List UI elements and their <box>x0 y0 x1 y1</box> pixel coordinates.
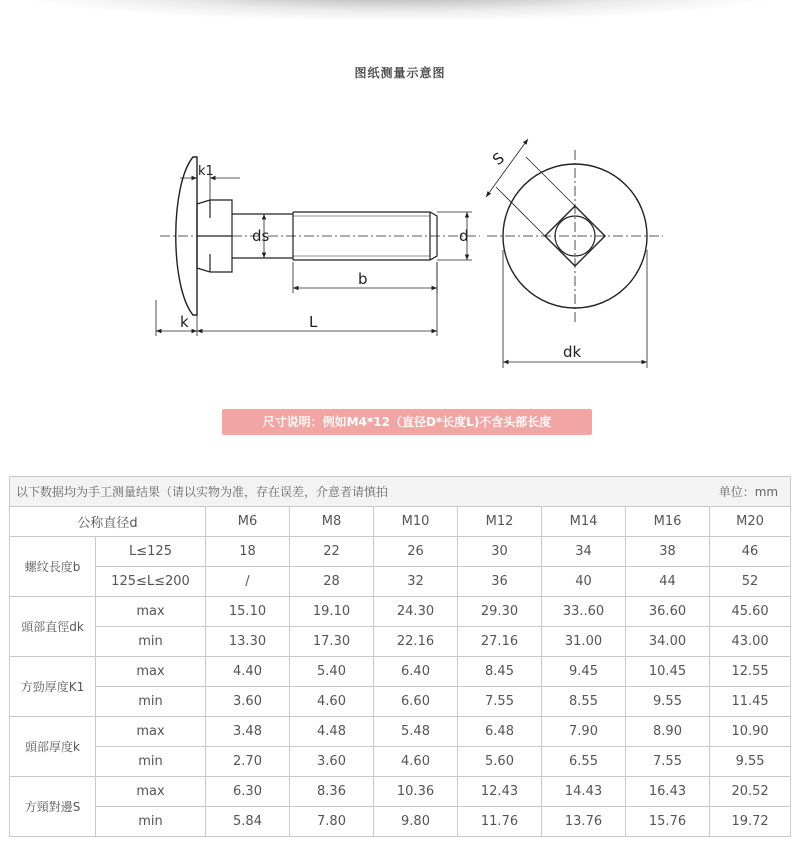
table-cell: 10.45 <box>626 657 710 687</box>
table-cell: 5.60 <box>458 747 542 777</box>
row-sublabel: min <box>96 627 206 657</box>
group-label: 頭部厚度k <box>10 717 96 777</box>
row-sublabel: min <box>96 807 206 837</box>
row-sublabel: min <box>96 687 206 717</box>
table-cell: 34.00 <box>626 627 710 657</box>
table-cell: 34 <box>542 537 626 567</box>
header-size: M10 <box>374 507 458 537</box>
table-cell: 13.30 <box>206 627 290 657</box>
table-cell: 5.84 <box>206 807 290 837</box>
table-cell: 2.70 <box>206 747 290 777</box>
table-cell: 40 <box>542 567 626 597</box>
header-nominal-diameter: 公称直径d <box>10 507 206 537</box>
table-cell: 52 <box>710 567 791 597</box>
table-caption: 以下数据均为手工测量结果（请以实物为准，存在误差，介意者请慎拍 <box>16 485 389 499</box>
table-cell: 30 <box>458 537 542 567</box>
label-d: d <box>459 227 469 245</box>
header-size: M12 <box>458 507 542 537</box>
table-cell: / <box>206 567 290 597</box>
table-cell: 18 <box>206 537 290 567</box>
diagram-title: 图纸测量示意图 <box>354 66 446 80</box>
table-cell: 8.90 <box>626 717 710 747</box>
header-size: M14 <box>542 507 626 537</box>
table-cell: 3.48 <box>206 717 290 747</box>
header-size: M20 <box>710 507 791 537</box>
unit-label: 单位：mm <box>718 485 779 499</box>
group-label: 頭部直徑dk <box>10 597 96 657</box>
table-cell: 4.48 <box>290 717 374 747</box>
group-label: 方頸對邊S <box>10 777 96 837</box>
table-row <box>10 537 791 567</box>
table-cell: 7.55 <box>626 747 710 777</box>
table-cell: 8.45 <box>458 657 542 687</box>
table-cell: 4.60 <box>290 687 374 717</box>
table-row <box>10 807 791 837</box>
table-row <box>10 597 791 627</box>
table-cell: 4.60 <box>374 747 458 777</box>
table-cell: 9.55 <box>626 687 710 717</box>
table-cell: 6.60 <box>374 687 458 717</box>
table-cell: 5.40 <box>290 657 374 687</box>
table-cell: 8.36 <box>290 777 374 807</box>
label-L: L <box>309 313 318 331</box>
table-cell: 14.43 <box>542 777 626 807</box>
table-cell: 28 <box>290 567 374 597</box>
table-cell: 36 <box>458 567 542 597</box>
table-cell: 7.55 <box>458 687 542 717</box>
table-cell: 6.40 <box>374 657 458 687</box>
table-row <box>10 627 791 657</box>
label-k1: k1 <box>198 164 214 179</box>
table-row <box>10 747 791 777</box>
table-cell: 26 <box>374 537 458 567</box>
table-cell: 10.90 <box>710 717 791 747</box>
table-cell: 29.30 <box>458 597 542 627</box>
table-cell: 17.30 <box>290 627 374 657</box>
table-cell: 31.00 <box>542 627 626 657</box>
row-sublabel: L≤125 <box>96 537 206 567</box>
table-header-row <box>10 507 791 537</box>
row-sublabel: max <box>96 597 206 627</box>
table-cell: 9.45 <box>542 657 626 687</box>
table-row <box>10 687 791 717</box>
label-b: b <box>358 270 368 288</box>
table-cell: 6.55 <box>542 747 626 777</box>
table-cell: 44 <box>626 567 710 597</box>
table-cell: 15.76 <box>626 807 710 837</box>
table-row <box>10 567 791 597</box>
table-cell: 12.43 <box>458 777 542 807</box>
header-size: M8 <box>290 507 374 537</box>
header-size: M16 <box>626 507 710 537</box>
label-k: k <box>180 313 189 331</box>
table-cell: 7.90 <box>542 717 626 747</box>
table-cell: 6.48 <box>458 717 542 747</box>
row-sublabel: min <box>96 747 206 777</box>
table-cell: 3.60 <box>206 687 290 717</box>
size-note-banner: 尺寸说明：例如M4*12（直径D*长度L)不含头部长度 <box>222 409 592 435</box>
table-cell: 32 <box>374 567 458 597</box>
table-cell: 9.80 <box>374 807 458 837</box>
header-size: M6 <box>206 507 290 537</box>
table-cell: 10.36 <box>374 777 458 807</box>
table-row <box>10 657 791 687</box>
table-cell: 24.30 <box>374 597 458 627</box>
table-row <box>10 717 791 747</box>
label-dk: dk <box>563 343 582 361</box>
table-cell: 6.30 <box>206 777 290 807</box>
dimension-lines <box>156 160 472 336</box>
row-sublabel: max <box>96 717 206 747</box>
table-cell: 11.76 <box>458 807 542 837</box>
table-cell: 5.48 <box>374 717 458 747</box>
table-cell: 15.10 <box>206 597 290 627</box>
bolt-drawing <box>0 0 800 400</box>
table-cell: 3.60 <box>290 747 374 777</box>
table-cell: 43.00 <box>710 627 791 657</box>
table-cell: 7.80 <box>290 807 374 837</box>
table-caption-row <box>10 477 791 507</box>
label-ds: ds <box>252 227 270 245</box>
table-cell: 36.60 <box>626 597 710 627</box>
table-cell: 33..60 <box>542 597 626 627</box>
row-sublabel: max <box>96 657 206 687</box>
table-cell: 20.52 <box>710 777 791 807</box>
table-cell: 46 <box>710 537 791 567</box>
table-cell: 11.45 <box>710 687 791 717</box>
table-cell: 16.43 <box>626 777 710 807</box>
row-sublabel: 125≤L≤200 <box>96 567 206 597</box>
table-cell: 12.55 <box>710 657 791 687</box>
table-cell: 9.55 <box>710 747 791 777</box>
table-cell: 8.55 <box>542 687 626 717</box>
group-label: 螺纹長度b <box>10 537 96 597</box>
row-sublabel: max <box>96 777 206 807</box>
table-row <box>10 777 791 807</box>
spec-table <box>9 476 791 837</box>
table-cell: 4.40 <box>206 657 290 687</box>
table-cell: 38 <box>626 537 710 567</box>
label-S: S <box>489 148 508 169</box>
table-cell: 27.16 <box>458 627 542 657</box>
table-cell: 19.72 <box>710 807 791 837</box>
table-cell: 22 <box>290 537 374 567</box>
table-cell: 22.16 <box>374 627 458 657</box>
table-cell: 45.60 <box>710 597 791 627</box>
group-label: 方勁厚度K1 <box>10 657 96 717</box>
table-cell: 13.76 <box>542 807 626 837</box>
bolt-side-view <box>160 157 480 315</box>
bolt-end-view <box>487 150 663 322</box>
table-cell: 19.10 <box>290 597 374 627</box>
